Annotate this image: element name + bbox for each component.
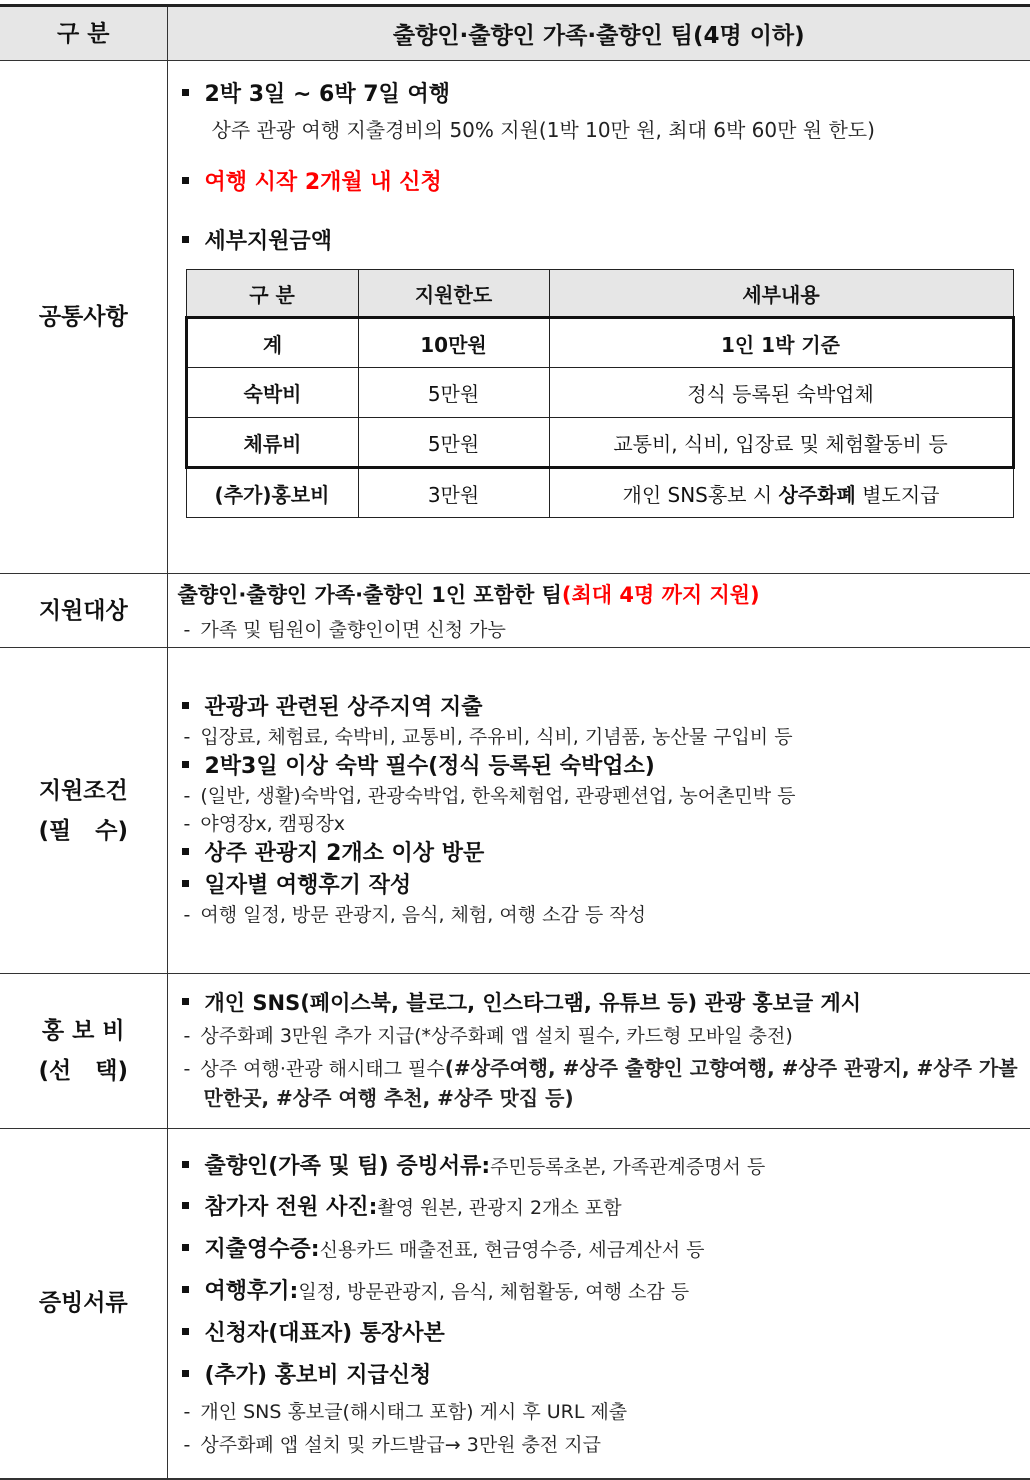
detail-row-total: 계 10만원 1인 1박 기준: [186, 318, 1013, 368]
doc-item-1: 출향인(가족 및 팀) 증빙서류: 주민등록초본, 가족관계증명서 등: [178, 1146, 1023, 1188]
detail-row-stay: 체류비 5만원 교통비, 식비, 입장료 및 체험활동비 등: [186, 418, 1013, 468]
detail-amount-table: [185, 269, 1015, 518]
square-bullet-icon: [182, 1328, 189, 1335]
content-documents: 출향인(가족 및 팀) 증빙서류: 주민등록초본, 가족관계증명서 등 참가자 전원 사진: 촬영 원본, 관광지 2개소 포함 지출영수증: 신용카드 매출전표, 현금영수증, 세금계산서 등 여행후기: 일정, 방문관광지, 음식, 체험활동, 여행 소감 등 신청자(대표자) 통장사본 (추가) 홍보비 지급신청 - 개인 SNS 홍보글(해시태그 포함) 게시 후 URL 제출 - 상주화폐 앱 설치 및 카드발급→ 3만원 충전 지급: [167, 1129, 1030, 1479]
detail-row-lodging: 숙박비 5만원 정식 등록된 숙박업체: [186, 368, 1013, 418]
promo-item-sns: 개인 SNS(페이스북, 블로그, 인스타그램, 유튜브 등) 관광 홍보글 게시: [178, 988, 1023, 1018]
target-max-members: (최대 4명 까지 지원): [561, 583, 760, 607]
doc-item-2: 참가자 전원 사진: 촬영 원본, 관광지 2개소 포함: [178, 1187, 1023, 1229]
square-bullet-icon: [182, 1370, 189, 1377]
detail-header-limit: 지원한도: [358, 270, 549, 318]
square-bullet-icon: [182, 1202, 189, 1209]
row-conditions: [0, 648, 1030, 974]
table-header-row: [0, 6, 1030, 61]
support-program-table: [0, 4, 1030, 1480]
doc-item-6: (추가) 홍보비 지급신청: [178, 1355, 1023, 1397]
header-applicant-type: 출향인·출향인 가족·출향인 팀(4명 이하): [167, 6, 1030, 61]
header-category: 구 분: [0, 6, 167, 61]
condition-item-visit: 상주 관광지 2개소 이상 방문: [178, 838, 1023, 870]
common-item-detail-amount: 세부지원금액: [178, 224, 1023, 255]
label-promo: 홍 보 비 (선 택): [0, 974, 167, 1129]
row-common: [0, 61, 1030, 574]
square-bullet-icon: [182, 1244, 189, 1251]
square-bullet-icon: [182, 89, 189, 96]
doc-item-4: 여행후기: 일정, 방문관광지, 음식, 체험활동, 여행 소감 등: [178, 1271, 1023, 1313]
square-bullet-icon: [182, 177, 189, 184]
detail-header-content: 세부내용: [549, 270, 1013, 318]
square-bullet-icon: [182, 1286, 189, 1293]
label-conditions: 지원조건 (필 수): [0, 648, 167, 974]
square-bullet-icon: [182, 848, 189, 855]
content-promo: 개인 SNS(페이스북, 블로그, 인스타그램, 유튜브 등) 관광 홍보글 게시 - 상주화폐 3만원 추가 지급(*상주화폐 앱 설치 필수, 카드형 모바일 충전) - 상주 여행·관광 해시태그 필수(#상주여행, #상주 출향인 고향여행, #상주 관광지, #상주 가볼만한곳, #상주 여행 추천, #상주 맛집 등): [167, 974, 1030, 1129]
common-item-period: 2박 3일 ~ 6박 7일 여행: [178, 77, 1023, 108]
target-sub: - 가족 및 팀원이 출향인이면 신청 가능: [183, 619, 506, 641]
row-documents: [0, 1129, 1030, 1479]
doc-item-5: 신청자(대표자) 통장사본: [178, 1313, 1023, 1355]
target-title: 출향인·출향인 가족·출향인 1인 포함한 팀: [177, 583, 562, 607]
square-bullet-icon: [182, 761, 189, 768]
detail-header-category: 구 분: [186, 270, 358, 318]
doc-item-3: 지출영수증: 신용카드 매출전표, 현금영수증, 세금계산서 등: [178, 1229, 1023, 1271]
condition-item-spending: 관광과 관련된 상주지역 지출: [178, 692, 1023, 724]
condition-item-lodging: 2박3일 이상 숙박 필수(정식 등록된 숙박업소): [178, 751, 1023, 783]
square-bullet-icon: [182, 1161, 189, 1168]
common-item-deadline: 여행 시작 2개월 내 신청: [178, 165, 1023, 196]
square-bullet-icon: [182, 880, 189, 887]
content-common: [167, 61, 1030, 574]
content-conditions: 관광과 관련된 상주지역 지출 - 입장료, 체험료, 숙박비, 교통비, 주유비, 식비, 기념품, 농산물 구입비 등 2박3일 이상 숙박 필수(정식 등록된 숙박업소) - (일반, 생활)숙박업, 관광숙박업, 한옥체험업, 관광펜션업, 농어촌민박 등 - 야영장x, 캠핑장x 상주 관광지 2개소 이상 방문 일자별 여행후기 작성 - 여행 일정, 방문 관광지, 음식, 체험, 여행 소감 등 작성: [167, 648, 1030, 974]
row-promo: [0, 974, 1030, 1129]
square-bullet-icon: [182, 998, 189, 1005]
row-target: [0, 574, 1030, 648]
content-target: [167, 574, 1030, 648]
condition-item-review: 일자별 여행후기 작성: [178, 870, 1023, 902]
detail-table-header: [186, 270, 1013, 318]
label-target: 지원대상: [0, 574, 167, 648]
label-documents: 증빙서류: [0, 1129, 167, 1479]
square-bullet-icon: [182, 236, 189, 243]
detail-row-promo: (추가)홍보비 3만원 개인 SNS홍보 시 상주화폐 별도지급: [186, 468, 1013, 518]
square-bullet-icon: [182, 702, 189, 709]
common-period-desc: 상주 관광 여행 지출경비의 50% 지원(1박 10만 원, 최대 6박 60만 원 한도): [211, 118, 875, 142]
label-common: 공통사항: [0, 61, 167, 574]
